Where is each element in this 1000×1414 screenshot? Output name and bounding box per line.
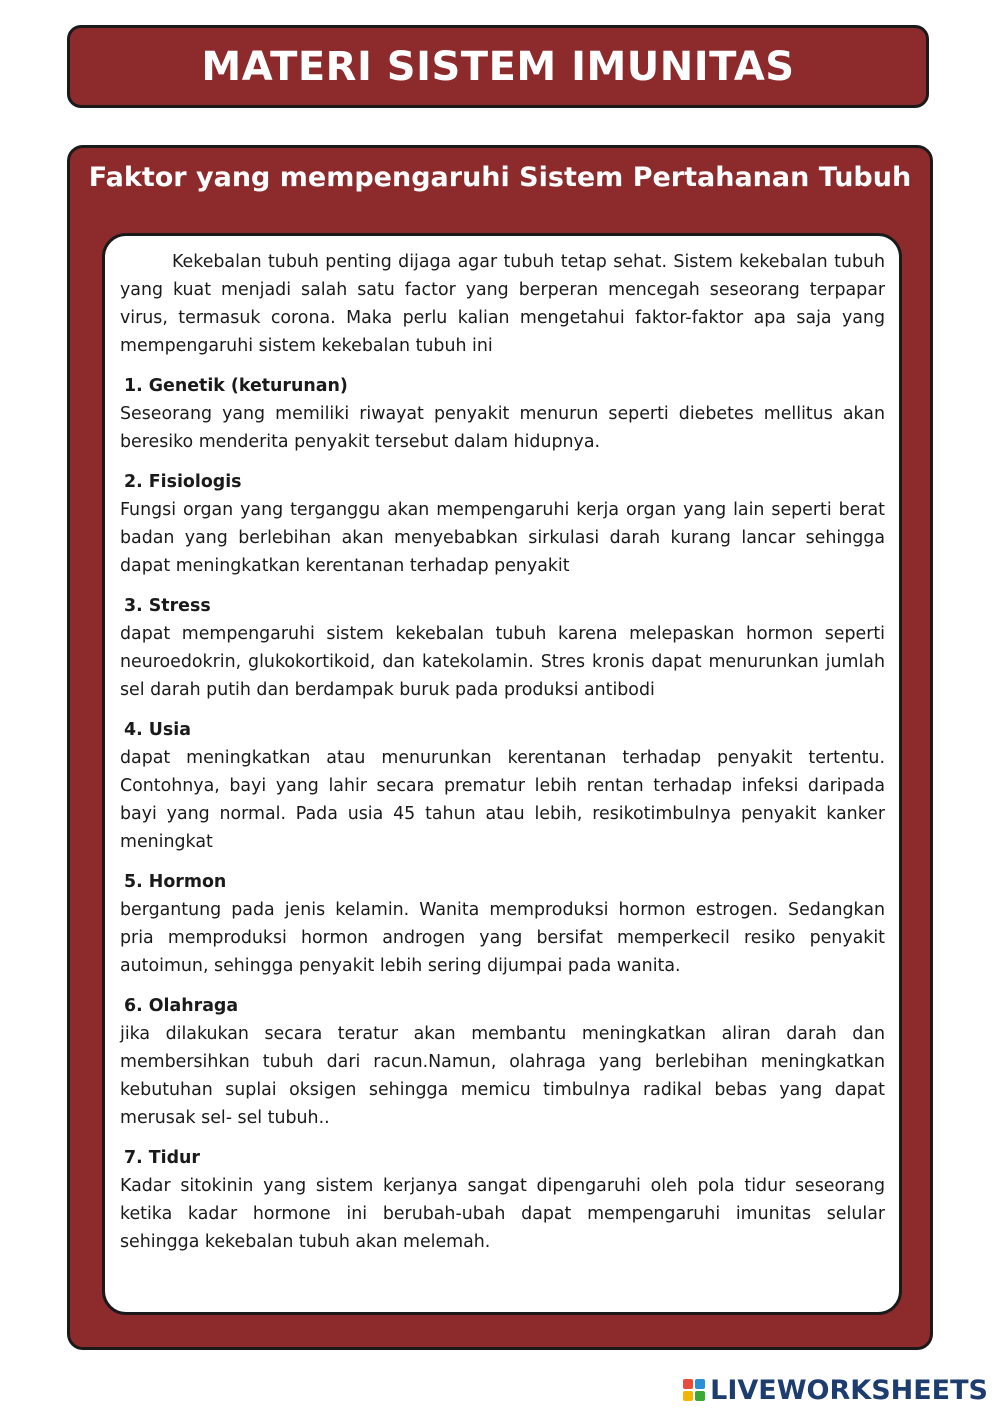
factor-description: dapat mempengaruhi sistem kekebalan tubuh karena melepaskan hormon seperti neuroedokrin, glukokortikoid, dan katekolamin. Stres kronis dapat menurunkan jumlah sel darah putih dan berdampak buruk pada produksi antibodi — [120, 624, 885, 700]
logo-square-blue — [695, 1379, 705, 1389]
factor-item — [120, 868, 885, 980]
liveworksheets-logo — [682, 1374, 988, 1406]
factor-description: Kadar sitokinin yang sistem kerjanya sangat dipengaruhi oleh pola tidur seseorang ketika kadar hormone ini berubah-ubah dapat mempengaruhi imunitas selular sehingga kekebalan tubuh akan melemah. — [120, 1176, 885, 1252]
factor-item — [120, 992, 885, 1132]
logo-square-green — [695, 1391, 705, 1401]
section-heading: Faktor yang mempengaruhi Sistem Pertahanan Tubuh — [88, 162, 912, 193]
factor-heading: 7. Tidur — [124, 1148, 200, 1168]
factor-description: dapat meningkatkan atau menurunkan kerentanan terhadap penyakit tertentu. Contohnya, bayi yang lahir secara prematur lebih rentan terhadap infeksi daripada bayi yang normal. Pada usia 45 tahun atau lebih, resikotimbulnya penyakit kanker meningkat — [120, 748, 885, 852]
factor-list — [120, 372, 885, 1256]
logo-square-red — [683, 1379, 693, 1389]
liveworksheets-logo-icon — [682, 1378, 706, 1402]
factor-heading: 2. Fisiologis — [124, 472, 242, 492]
factor-heading: 6. Olahraga — [124, 996, 239, 1016]
factor-description: Seseorang yang memiliki riwayat penyakit menurun seperti diebetes mellitus akan beresiko menderita penyakit tersebut dalam hidupnya. — [120, 404, 885, 452]
factor-item — [120, 1144, 885, 1256]
factor-heading: 1. Genetik (keturunan) — [124, 376, 348, 396]
factor-description: bergantung pada jenis kelamin. Wanita memproduksi hormon estrogen. Sedangkan pria memproduksi hormon androgen yang bersifat memperkecil resiko penyakit autoimun, sehingga penyakit lebih sering dijumpai pada wanita. — [120, 900, 885, 976]
title-banner — [67, 25, 929, 108]
factor-item — [120, 372, 885, 456]
page-title: MATERI SISTEM IMUNITAS — [201, 43, 795, 90]
factor-description: Fungsi organ yang terganggu akan mempengaruhi kerja organ yang lain seperti berat badan yang berlebihan akan menyebabkan sirkulasi darah kurang lancar sehingga dapat meningkatkan kerentanan terhadap penyakit — [120, 500, 885, 576]
content-panel — [67, 145, 933, 1350]
factor-item — [120, 468, 885, 580]
logo-square-yellow — [683, 1391, 693, 1401]
intro-paragraph: Kekebalan tubuh penting dijaga agar tubuh tetap sehat. Sistem kekebalan tubuh yang kuat menjadi salah satu factor yang berperan mencegah seseorang terpapar virus, termasuk corona. Maka perlu kalian mengetahui faktor-faktor apa saja yang mempengaruhi sistem kekebalan tubuh ini — [120, 252, 885, 356]
factor-description: jika dilakukan secara teratur akan membantu meningkatkan aliran darah dan membersihkan tubuh dari racun.Namun, olahraga yang berlebihan meningkatkan kebutuhan suplai oksigen sehingga memicu timbulnya radikal bebas yang dapat merusak sel- sel tubuh.. — [120, 1024, 885, 1128]
factor-item — [120, 716, 885, 856]
factor-heading: 3. Stress — [124, 596, 211, 616]
logo-text: LIVEWORKSHEETS — [710, 1374, 988, 1406]
text-card — [102, 233, 902, 1315]
factor-heading: 5. Hormon — [124, 872, 227, 892]
factor-item — [120, 592, 885, 704]
factor-heading: 4. Usia — [124, 720, 191, 740]
